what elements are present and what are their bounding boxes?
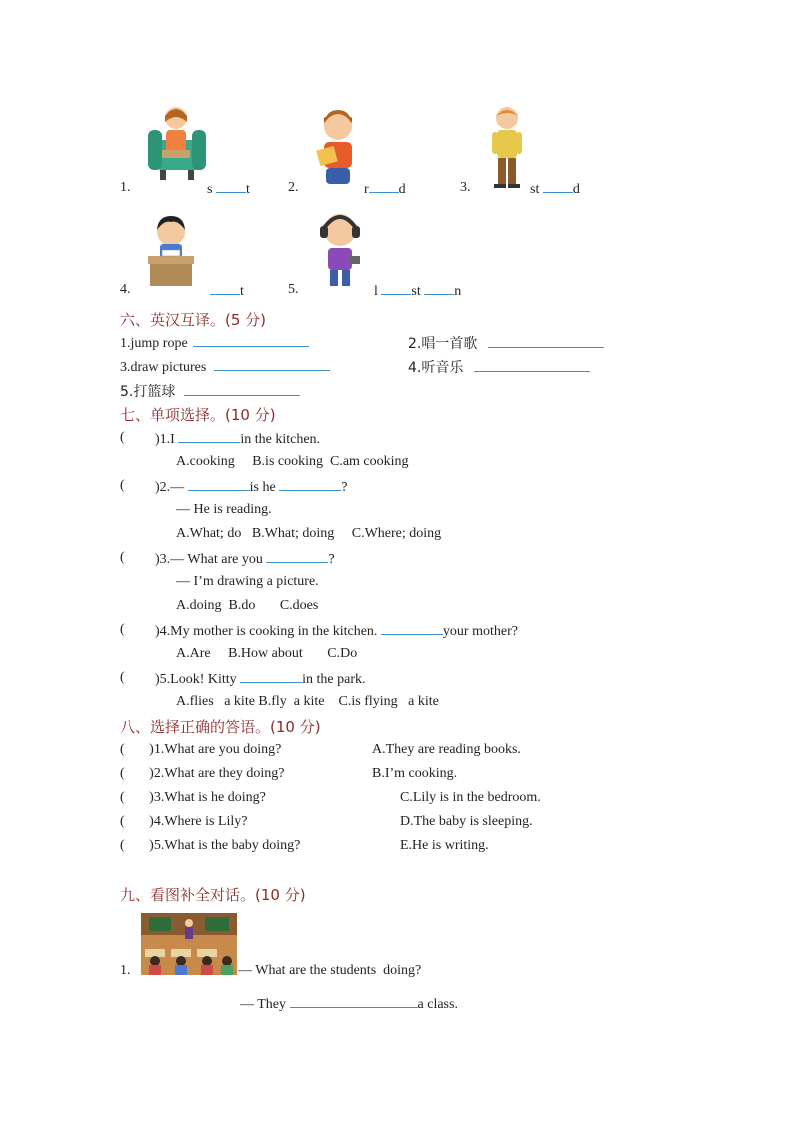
- q7-4-blank[interactable]: [381, 622, 443, 635]
- item-3-letter-a: st: [530, 182, 540, 197]
- q8-2[interactable]: ( )2.What are they doing?: [120, 766, 285, 781]
- sec9-line-1: — What are the students doing?: [238, 963, 422, 978]
- item-4-word: [210, 282, 244, 300]
- q7-3-blank[interactable]: [266, 550, 328, 563]
- q8-1[interactable]: ( )1.What are you doing?: [120, 742, 282, 757]
- q7-1-blank[interactable]: [178, 430, 240, 443]
- sec6-item-4: [408, 357, 590, 377]
- a8-A: A.They are reading books.: [372, 742, 521, 757]
- item-3-letter-b: d: [572, 182, 580, 197]
- section-7-title: 七、单项选择。(10 分): [120, 406, 276, 424]
- q7-2-tail: ?: [341, 480, 348, 495]
- sec9-blank[interactable]: [290, 995, 418, 1008]
- item-2-letter-a: r: [364, 182, 369, 197]
- q7-1-options: A.cooking B.is cooking C.am cooking: [176, 454, 409, 469]
- item-1-letter-a: s: [207, 182, 213, 197]
- sec6-blank-5[interactable]: [184, 383, 300, 396]
- classroom-picture: [141, 913, 237, 975]
- q7-2-blank-2[interactable]: [279, 478, 341, 491]
- q7-5-num: )5.Look! Kitty: [155, 672, 237, 687]
- item-2-word: [364, 180, 406, 198]
- sec6-item-5-text: 5.打篮球: [120, 384, 176, 400]
- sec6-blank-2[interactable]: [488, 335, 604, 348]
- boy-writing-desk-picture: [146, 212, 196, 290]
- item-5-letter-a: l: [374, 284, 378, 299]
- q7-4-num: )4.My mother is cooking in the kitchen.: [155, 624, 378, 639]
- sec6-item-1-text: 1.jump rope: [120, 336, 188, 351]
- q7-2-mid: is he: [249, 480, 276, 495]
- q7-1-tail: in the kitchen.: [240, 432, 321, 447]
- q7-3-options: A.doing B.do C.does: [176, 598, 319, 613]
- sec6-item-5: [120, 381, 300, 401]
- item-5-letter-b: n: [454, 284, 462, 299]
- item-5-blank-1[interactable]: [381, 282, 411, 295]
- sec9-line-2-end: a class.: [417, 997, 458, 1012]
- sec6-item-3-text: 3.draw pictures: [120, 360, 207, 375]
- sec6-item-1: [120, 334, 309, 352]
- q7-2-options: A.What; do B.What; doing C.Where; doing: [176, 526, 442, 541]
- sec9-line-2: [240, 995, 458, 1013]
- a8-D: D.The baby is sleeping.: [400, 814, 533, 829]
- q7-2: [155, 478, 347, 496]
- item-3-number: 3.: [460, 180, 471, 195]
- section-9-title: 九、看图补全对话。(10 分): [120, 886, 306, 904]
- item-2-number: 2.: [288, 180, 299, 195]
- q7-1-paren[interactable]: (: [120, 430, 125, 445]
- sec9-number: 1.: [120, 963, 131, 978]
- item-1-blank[interactable]: [216, 180, 246, 193]
- boy-reading-book-picture: [312, 106, 364, 190]
- q7-5-options: A.flies a kite B.fly a kite C.is flying a kite: [176, 694, 439, 709]
- q7-1: [155, 430, 320, 448]
- q8-3[interactable]: ( )3.What is he doing?: [120, 790, 266, 805]
- q7-5: [155, 670, 366, 688]
- item-4-number: 4.: [120, 282, 131, 297]
- sec6-blank-4[interactable]: [474, 359, 590, 372]
- a8-E: E.He is writing.: [400, 838, 489, 853]
- item-2-letter-b: d: [398, 182, 406, 197]
- q7-3-num: )3.— What are you: [155, 552, 263, 567]
- q7-2-paren[interactable]: (: [120, 478, 125, 493]
- q7-1-num: )1.I: [155, 432, 175, 447]
- item-3-blank[interactable]: [543, 180, 573, 193]
- sec6-blank-1[interactable]: [193, 334, 309, 347]
- q7-3-answer: — I’m drawing a picture.: [176, 574, 319, 589]
- sec6-item-2-text: 2.唱一首歌: [408, 336, 478, 352]
- item-1-word: [207, 180, 250, 198]
- item-2-blank[interactable]: [369, 180, 399, 193]
- item-1-number: 1.: [120, 180, 131, 195]
- sec6-item-2: [408, 333, 604, 353]
- item-5-number: 5.: [288, 282, 299, 297]
- q7-2-blank-1[interactable]: [188, 478, 250, 491]
- girl-sitting-chair-picture: [146, 102, 208, 184]
- q7-3-paren[interactable]: (: [120, 550, 125, 565]
- sec9-line-2-start: — They: [240, 997, 287, 1012]
- q7-4-options: A.Are B.How about C.Do: [176, 646, 358, 661]
- q7-2-answer: — He is reading.: [176, 502, 272, 517]
- item-4-blank[interactable]: [210, 282, 240, 295]
- q7-5-paren[interactable]: (: [120, 670, 125, 685]
- a8-B: B.I’m cooking.: [372, 766, 458, 781]
- sec6-item-4-text: 4.听音乐: [408, 360, 464, 376]
- section-6-title: 六、英汉互译。(5 分): [120, 311, 267, 329]
- sec6-item-3: [120, 358, 330, 376]
- a8-C: C.Lily is in the bedroom.: [400, 790, 541, 805]
- boy-headphones-picture: [314, 206, 366, 290]
- item-4-letter-b: t: [240, 284, 244, 299]
- q8-4[interactable]: ( )4.Where is Lily?: [120, 814, 248, 829]
- q7-4: [155, 622, 518, 640]
- q7-3: [155, 550, 335, 568]
- q8-5[interactable]: ( )5.What is the baby doing?: [120, 838, 301, 853]
- section-8-title: 八、选择正确的答语。(10 分): [120, 718, 321, 736]
- q7-2-num: )2.—: [155, 480, 185, 495]
- sec6-blank-3[interactable]: [214, 358, 330, 371]
- item-5-word: [374, 282, 461, 300]
- q7-4-paren[interactable]: (: [120, 622, 125, 637]
- item-5-blank-2[interactable]: [424, 282, 454, 295]
- item-1-letter-b: t: [245, 182, 250, 197]
- q7-5-blank[interactable]: [240, 670, 302, 683]
- q7-4-tail: your mother?: [442, 624, 518, 639]
- q7-5-tail: in the park.: [302, 672, 366, 687]
- q7-3-tail: ?: [328, 552, 335, 567]
- item-3-word: [530, 180, 580, 198]
- item-5-letter-mid: st: [411, 284, 421, 299]
- boy-standing-picture: [486, 104, 528, 190]
